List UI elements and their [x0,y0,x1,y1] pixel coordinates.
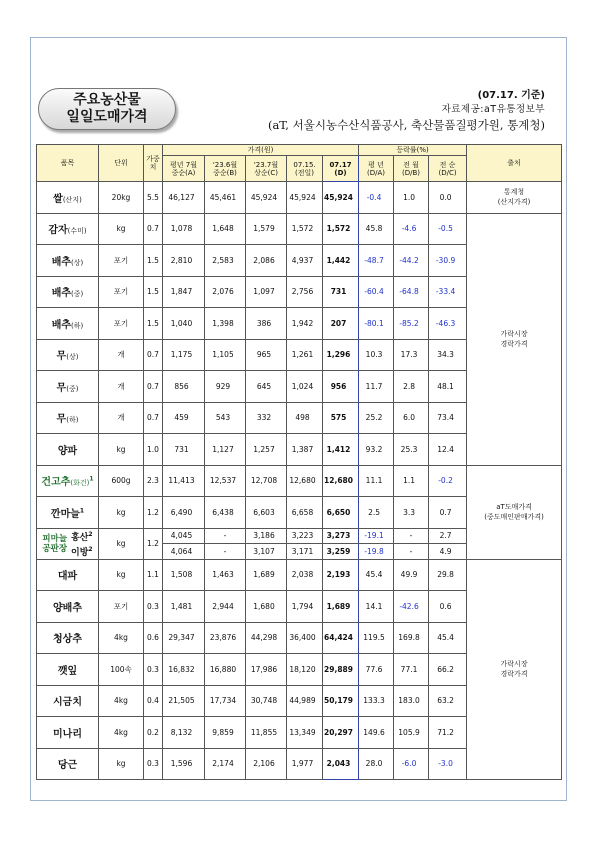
rate-ra: 45.4 [359,559,394,591]
weight: 0.7 [144,339,163,371]
price-p: 18,120 [287,654,323,686]
price-p: 1,024 [287,371,323,403]
weight: 0.6 [144,622,163,654]
price-b: 1,648 [205,213,246,245]
item-label: 대파 [57,571,78,583]
item-name [37,497,99,529]
item-name [37,654,99,686]
price-current: 1,442 [323,245,359,277]
weight: 1.0 [144,434,163,466]
unit: kg [99,434,144,466]
rate-rb: - [394,528,429,544]
col-source: 출처 [467,145,562,182]
price-p: 498 [287,402,323,434]
weight: 0.3 [144,591,163,623]
rate-rb: -44.2 [394,245,429,277]
weight: 0.3 [144,654,163,686]
item-name [37,276,99,308]
item-grade: (상) [66,353,79,362]
unit: 개 [99,402,144,434]
garlic-label-top: 피마늘 [42,533,68,544]
price-a: 1,847 [163,276,205,308]
price-current: 2,043 [323,748,359,780]
weight: 0.7 [144,371,163,403]
item-name [37,308,99,340]
price-current: 3,273 [323,528,359,544]
price-b: 9,859 [205,717,246,749]
rate-rc: -0.2 [429,465,467,497]
col-price-c: '23.7월 상순(C) [246,156,287,182]
rate-rc: 12.4 [429,434,467,466]
data-sources: (aT, 서울시농수산식품공사, 축산물품질평가원, 통계청) [267,118,545,132]
price-a: 29,347 [163,622,205,654]
table-row [37,182,562,214]
item-grade: (중) [71,290,84,299]
price-p: 2,038 [287,559,323,591]
rate-rc: -3.0 [429,748,467,780]
price-c: 645 [246,371,287,403]
price-current: 29,889 [323,654,359,686]
table-row [37,213,562,245]
rate-rb: 77.1 [394,654,429,686]
price-c: 386 [246,308,287,340]
price-b: 1,463 [205,559,246,591]
rate-rb: -6.0 [394,748,429,780]
rate-rc: -0.5 [429,213,467,245]
source-note: 경락가격 [500,670,528,679]
source-cell [467,559,562,780]
price-a: 4,064 [163,544,205,560]
price-a: 2,810 [163,245,205,277]
unit: 포기 [99,276,144,308]
price-b: 1,398 [205,308,246,340]
source-cell [467,213,562,465]
unit: 4kg [99,622,144,654]
price-c: 965 [246,339,287,371]
unit: kg [99,528,144,559]
weight: 0.7 [144,402,163,434]
price-current: 3,259 [323,544,359,560]
price-a: 46,127 [163,182,205,214]
rate-ra: 149.6 [359,717,394,749]
item-label: 무 [56,351,67,363]
weight: 0.2 [144,717,163,749]
source-name: 가락시장 [500,330,528,338]
item-label: 당근 [57,760,78,772]
item-grade: (하) [66,416,79,425]
rate-rb: - [394,544,429,560]
rate-ra: 93.2 [359,434,394,466]
source-name: 가락시장 [500,660,528,669]
item-name [37,465,99,497]
price-b: 2,944 [205,591,246,623]
rate-rc: 66.2 [429,654,467,686]
page-title-line2: 일일도매가격 [66,109,148,125]
page-title-line1: 주요농산물 [73,92,141,108]
rate-ra: 11.1 [359,465,394,497]
unit: 포기 [99,245,144,277]
item-label: 감자 [48,225,68,237]
price-a: 1,596 [163,748,205,780]
rate-ra: -19.8 [359,544,394,560]
price-b: 2,076 [205,276,246,308]
item-label: 깻잎 [57,665,78,677]
rate-ra: 25.2 [359,402,394,434]
price-current: 1,296 [323,339,359,371]
price-p: 6,658 [287,497,323,529]
price-p: 36,400 [287,622,323,654]
price-a: 1,040 [163,308,205,340]
price-a: 21,505 [163,685,205,717]
price-b: 1,105 [205,339,246,371]
rate-rb: 25.3 [394,434,429,466]
rate-ra: 133.3 [359,685,394,717]
item-name [37,182,99,214]
unit: 4kg [99,685,144,717]
weight: 5.5 [144,182,163,214]
rate-rb: 105.9 [394,717,429,749]
price-c: 1,680 [246,591,287,623]
item-name [37,717,99,749]
price-b: 2,583 [205,245,246,277]
price-c: 1,689 [246,559,287,591]
price-a: 856 [163,371,205,403]
item-name [37,622,99,654]
price-a: 1,078 [163,213,205,245]
item-label: 무 [56,382,67,394]
price-b: 17,734 [205,685,246,717]
table-row [37,465,562,497]
price-p: 13,349 [287,717,323,749]
item-label: 건고추 [41,477,71,489]
price-c: 17,986 [246,654,287,686]
unit: 개 [99,339,144,371]
rate-ra: -0.4 [359,182,394,214]
col-price-a: 평년 7월 중순(A) [163,156,205,182]
price-current: 1,412 [323,434,359,466]
data-provider: 자료제공:aT유통정보부 [441,104,545,115]
price-a: 11,413 [163,465,205,497]
item-label: 배추 [51,288,72,300]
unit: 600g [99,465,144,497]
price-current: 575 [323,402,359,434]
rate-rb: 17.3 [394,339,429,371]
price-current: 207 [323,308,359,340]
price-b: 45,461 [205,182,246,214]
weight: 2.3 [144,465,163,497]
item-grade: (중) [66,384,79,393]
price-p: 44,989 [287,685,323,717]
price-b: 1,127 [205,434,246,466]
garlic-variety: 홍산$^2$ [71,530,93,543]
price-current: 6,650 [323,497,359,529]
price-current: 1,689 [323,591,359,623]
col-rate-b: 전 월 (D/B) [394,156,429,182]
price-a: 8,132 [163,717,205,749]
rate-rb: 1.0 [394,182,429,214]
col-item: 품목 [37,145,99,182]
price-current: 50,179 [323,685,359,717]
unit: 포기 [99,591,144,623]
rate-rc: 71.2 [429,717,467,749]
col-price-group: 가격(원) [163,145,359,156]
source-note: 경락가격 [500,340,528,348]
price-current: 2,193 [323,559,359,591]
rate-ra: 45.8 [359,213,394,245]
rate-ra: -60.4 [359,276,394,308]
price-a: 6,490 [163,497,205,529]
item-label: 미나리 [53,728,82,740]
item-name [37,371,99,403]
rate-rb: -42.6 [394,591,429,623]
item-name [37,748,99,780]
rate-rb: -4.6 [394,213,429,245]
item-label: 청상추 [53,634,82,646]
price-c: 12,708 [246,465,287,497]
col-price-prev: 07.15. (전일) [287,156,323,182]
unit: kg [99,559,144,591]
weight: 0.4 [144,685,163,717]
unit: 포기 [99,308,144,340]
col-rate-group: 등락률(%) [359,145,467,156]
price-a: 1,481 [163,591,205,623]
price-c: 332 [246,402,287,434]
price-current: 12,680 [323,465,359,497]
weight: 0.3 [144,748,163,780]
weight: 0.7 [144,213,163,245]
item-grade: (하) [71,321,84,330]
rate-ra: 14.1 [359,591,394,623]
price-a: 1,175 [163,339,205,371]
price-p: 1,942 [287,308,323,340]
price-p: 1,387 [287,434,323,466]
price-p: 4,937 [287,245,323,277]
rate-ra: 28.0 [359,748,394,780]
item-label: 양파 [57,445,78,457]
price-c: 45,924 [246,182,287,214]
price-a: 731 [163,434,205,466]
item-label: 무 [56,414,67,426]
price-p: 2,756 [287,276,323,308]
item-name [37,559,99,591]
rate-rb: 49.9 [394,559,429,591]
rate-ra: -48.7 [359,245,394,277]
price-c: 1,579 [246,213,287,245]
rate-ra: -19.1 [359,528,394,544]
price-p: 1,977 [287,748,323,780]
price-current: 956 [323,371,359,403]
price-a: 459 [163,402,205,434]
rate-rc: 48.1 [429,371,467,403]
item-label: 쌀 [53,193,63,205]
rate-ra: -80.1 [359,308,394,340]
weight: 1.5 [144,245,163,277]
rate-rb: -85.2 [394,308,429,340]
price-current: 64,424 [323,622,359,654]
col-rate-c: 전 순 (D/C) [429,156,467,182]
unit: kg [99,497,144,529]
price-p: 3,223 [287,528,323,544]
garlic-variety: 이방$^2$ [71,545,93,558]
price-c: 6,603 [246,497,287,529]
price-b: 2,174 [205,748,246,780]
price-c: 30,748 [246,685,287,717]
price-b: 12,537 [205,465,246,497]
price-b: - [205,528,246,544]
rate-rc: 29.8 [429,559,467,591]
col-weight: 가중치 [144,145,163,182]
price-c: 3,107 [246,544,287,560]
price-p: 1,261 [287,339,323,371]
price-a: 16,832 [163,654,205,686]
weight: 1.5 [144,276,163,308]
item-name [37,339,99,371]
rate-ra: 119.5 [359,622,394,654]
price-a: 1,508 [163,559,205,591]
item-name [37,685,99,717]
unit: 4kg [99,717,144,749]
price-b: 6,438 [205,497,246,529]
price-p: 45,924 [287,182,323,214]
weight: 1.2 [144,497,163,529]
rate-rc: 0.6 [429,591,467,623]
item-grade: (화건) [70,479,90,488]
price-a: 4,045 [163,528,205,544]
price-c: 1,257 [246,434,287,466]
rate-ra: 11.7 [359,371,394,403]
col-unit: 단위 [99,145,144,182]
price-b: 543 [205,402,246,434]
page-title-badge [38,88,176,130]
rate-rc: 73.4 [429,402,467,434]
price-p: 1,794 [287,591,323,623]
item-label: 깐마늘 [50,508,80,520]
price-current: 45,924 [323,182,359,214]
rate-rb: 169.8 [394,622,429,654]
footnote-mark: 1 [79,507,85,515]
item-name [37,434,99,466]
source-name: 통계청 [503,188,525,197]
rate-rb: 6.0 [394,402,429,434]
source-cell [467,465,562,559]
price-b: 23,876 [205,622,246,654]
rate-rc: -30.9 [429,245,467,277]
weight: 1.1 [144,559,163,591]
price-c: 44,298 [246,622,287,654]
rate-rc: 45.4 [429,622,467,654]
rate-rc: 0.7 [429,497,467,529]
table-row [37,559,562,591]
rate-ra: 2.5 [359,497,394,529]
price-c: 2,086 [246,245,287,277]
rate-rc: 2.7 [429,528,467,544]
source-note: (중도매인판매가격) [484,513,544,521]
unit: kg [99,213,144,245]
rate-rc: 34.3 [429,339,467,371]
footnote-mark: 1 [89,475,94,483]
item-name [37,245,99,277]
col-price-b: '23.6월 중순(B) [205,156,246,182]
price-p: 12,680 [287,465,323,497]
item-grade: (상) [71,258,84,267]
item-name [37,591,99,623]
item-grade: (수미) [67,227,87,236]
rate-rb: -64.8 [394,276,429,308]
rate-rb: 3.3 [394,497,429,529]
rate-ra: 10.3 [359,339,394,371]
source-cell [467,182,562,214]
price-b: - [205,544,246,560]
price-c: 11,855 [246,717,287,749]
rate-rc: 0.0 [429,182,467,214]
price-c: 2,106 [246,748,287,780]
item-grade: (산지) [62,195,82,204]
weight: 1.2 [144,528,163,559]
item-name [37,213,99,245]
price-b: 16,880 [205,654,246,686]
price-p: 1,572 [287,213,323,245]
item-label: 양배추 [53,602,82,614]
unit: 100속 [99,654,144,686]
col-rate-a: 평 년 (D/A) [359,156,394,182]
price-current: 731 [323,276,359,308]
price-c: 3,186 [246,528,287,544]
garlic-item-cell [37,528,99,559]
rate-rb: 183.0 [394,685,429,717]
price-c: 1,097 [246,276,287,308]
item-label: 배추 [51,319,72,331]
unit: 20kg [99,182,144,214]
item-label: 시금치 [53,697,82,709]
price-current: 1,572 [323,213,359,245]
col-price-current: 07.17 (D) [323,156,359,182]
unit: 개 [99,371,144,403]
rate-rc: 63.2 [429,685,467,717]
rate-rb: 1.1 [394,465,429,497]
item-label: 배추 [51,256,72,268]
unit: kg [99,748,144,780]
price-b: 929 [205,371,246,403]
rate-rc: -33.4 [429,276,467,308]
rate-rc: 4.9 [429,544,467,560]
rate-rb: 2.8 [394,371,429,403]
source-name: aT도매가격 [496,503,532,511]
item-name [37,402,99,434]
rate-rc: -46.3 [429,308,467,340]
source-note: (산지가격) [497,198,531,207]
reference-date: (07.17. 기준) [477,90,545,101]
price-p: 3,171 [287,544,323,560]
weight: 1.5 [144,308,163,340]
garlic-label-bottom: 공판장 [42,543,68,554]
price-current: 20,297 [323,717,359,749]
rate-ra: 77.6 [359,654,394,686]
price-table [36,144,562,780]
